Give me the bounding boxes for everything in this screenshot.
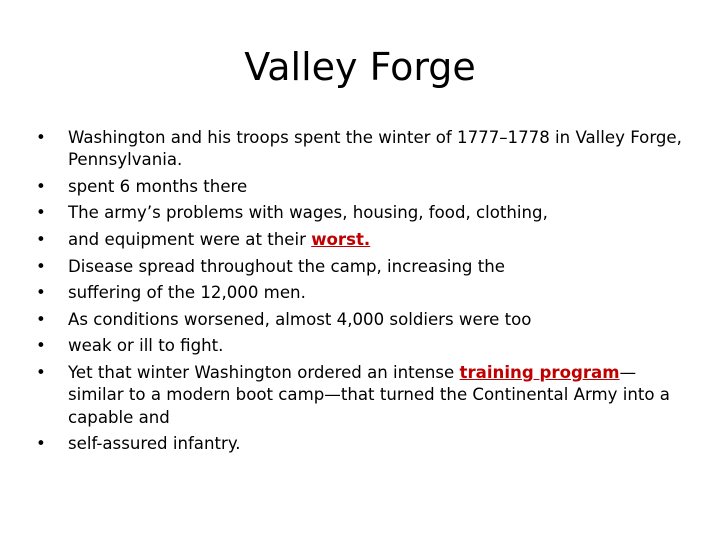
bullet-item (36, 309, 686, 331)
bullet-item (36, 335, 686, 357)
bullet-text: As conditions worsened, almost 4,000 soldiers were too (68, 309, 532, 329)
bullet-text: weak or ill to fight. (68, 336, 224, 356)
bullet-text: spent 6 months there (68, 176, 248, 196)
bullet-text: self-assured infantry. (68, 434, 241, 454)
highlighted-term-training-program: training program (459, 363, 620, 383)
bullet-text: Disease spread throughout the camp, increasing the (68, 256, 505, 276)
bullet-item (36, 127, 686, 172)
bullet-item (36, 362, 686, 429)
bullet-item (36, 433, 686, 455)
bullet-item (36, 202, 686, 224)
bullet-text: Yet that winter Washington ordered an intense (68, 363, 460, 383)
bullet-list (36, 127, 686, 460)
highlighted-term-worst: worst. (311, 230, 371, 250)
bullet-text: suffering of the 12,000 men. (68, 283, 306, 303)
bullet-text: —similar to a modern boot camp—that turned the Continental Army into a capable and (68, 363, 670, 427)
bullet-item (36, 282, 686, 304)
bullet-text: and equipment were at their (68, 230, 312, 250)
bullet-text: The army’s problems with wages, housing, food, clothing, (68, 203, 548, 223)
bullet-text: Washington and his troops spent the winter of 1777–1778 in Valley Forge, Pennsylvania. (68, 128, 682, 170)
bullet-item (36, 256, 686, 278)
bullet-item (36, 229, 686, 251)
slide-title: Valley Forge (244, 45, 476, 89)
bullet-item (36, 176, 686, 198)
